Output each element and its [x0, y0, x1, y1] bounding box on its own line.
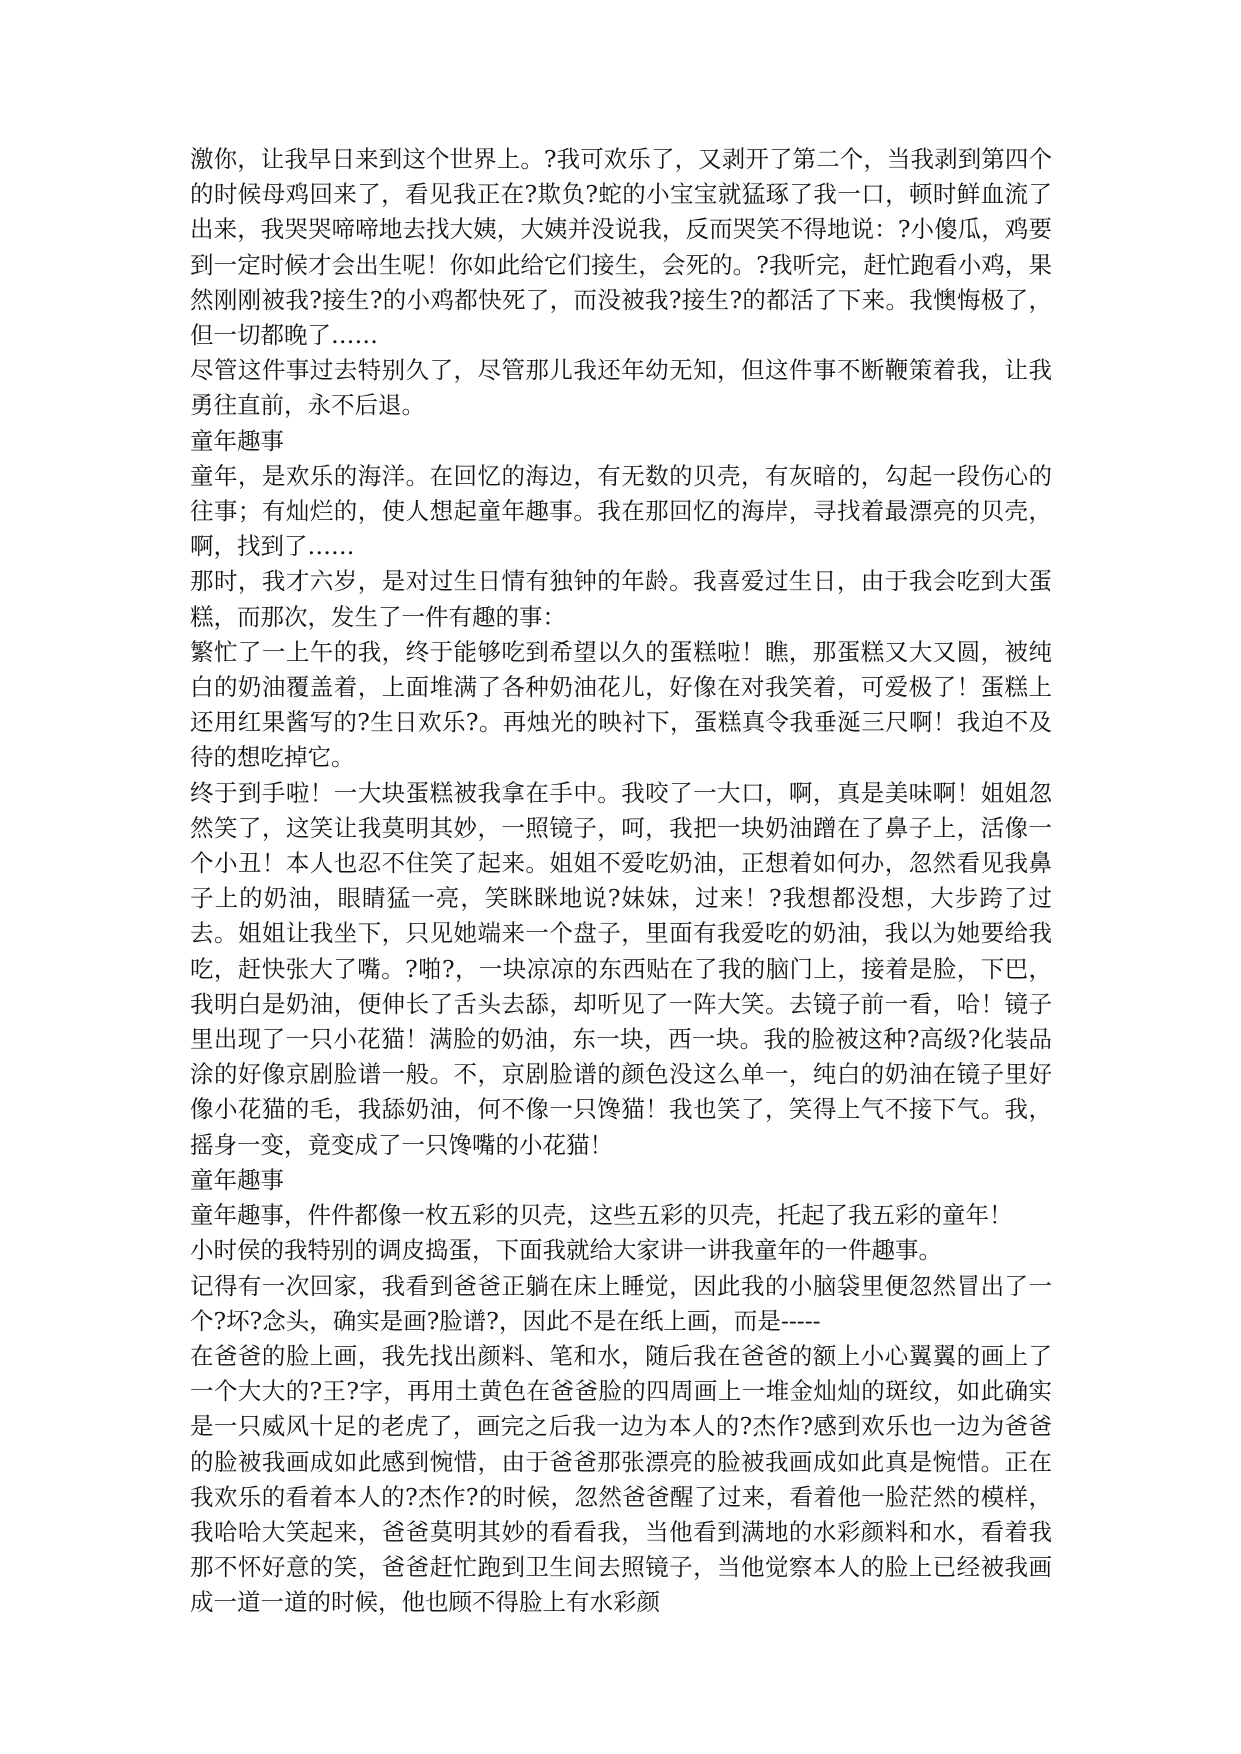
paragraph-painting-dad-face: 在爸爸的脸上画，我先找出颜料、笔和水，随后我在爸爸的额上小心翼翼的画上了一个大大的?王?字，再用土黄色在爸爸脸的四周画上一堆金灿灿的斑纹，如此确实是一只威风十足的老虎了，画完之后我一边为本人的?杰作?感到欢乐也一边为爸爸的脸被我画成如此感到惋惜，由于爸爸那张漂亮的脸被我画成如此真是惋惜。正在我欢乐的看着本人的?杰作?的时候，忽然爸爸醒了过来，看着他一脸茫然的模样，我哈哈大笑起来，爸爸莫明其妙的看看我，当他看到满地的水彩颜料和水，看着我那不怀好意的笑，爸爸赶忙跑到卫生间去照镜子，当他觉察本人的脸上已经被我画成一道一道的时候，他也顾不得脸上有水彩颜 — [190, 1341, 1052, 1617]
paragraph-dad-sleeping: 记得有一次回家，我看到爸爸正躺在床上睡觉，因此我的小脑袋里便忽然冒出了一个?坏?念头，确实是画?脸谱?，因此不是在纸上画，而是----- — [190, 1271, 1052, 1335]
paragraph-mischief-intro: 小时侯的我特别的调皮捣蛋，下面我就给大家讲一讲我童年的一件趣事。 — [190, 1236, 942, 1265]
paragraph-cream-kitten: 终于到手啦！一大块蛋糕被我拿在手中。我咬了一大口，啊，真是美味啊！姐姐忽然笑了，这笑让我莫明其妙，一照镜子，呵，我把一块奶油蹭在了鼻子上，活像一个小丑！本人也忍不住笑了起来。姐姐不爱吃奶油，正想着如何办，忽然看见我鼻子上的奶油，眼睛猛一亮，笑眯眯地说?妹妹，过来！?我想都没想，大步跨了过去。姐姐让我坐下，只见她端来一个盘子，里面有我爱吃的奶油，我以为她要给我吃，赶快张大了嘴。?啪?，一块凉凉的东西贴在了我的脑门上，接着是脸，下巴，我明白是奶油，便伸长了舌头去舔，却听见了一阵大笑。去镜子前一看，哈！镜子里出现了一只小花猫！满脸的奶油，东一块，西一块。我的脸被这种?高级?化装品涂的好像京剧脸谱一般。不，京剧脸谱的颜色没这么单一，纯白的奶油在镜子里好像小花猫的毛，我舔奶油，何不像一只馋猫！我也笑了，笑得上气不接下气。我，摇身一变，竟变成了一只馋嘴的小花猫！ — [190, 778, 1052, 1159]
document-page — [190, 142, 1052, 1621]
paragraph-reflection: 尽管这件事过去特别久了，尽管那儿我还年幼无知，但这件事不断鞭策着我，让我勇往直前，永不后退。 — [190, 356, 1052, 420]
heading-childhood-fun-1: 童年趣事 — [190, 426, 284, 455]
paragraph-hatching-story-end: 激你，让我早日来到这个世界上。?我可欢乐了，又剥开了第二个，当我剥到第四个的时候母鸡回来了，看见我正在?欺负?蛇的小宝宝就猛琢了我一口，顿时鲜血流了出来，我哭哭啼啼地去找大姨，大姨并没说我，反而哭笑不得地说：?小傻瓜，鸡要到一定时候才会出生呢！你如此给它们接生，会死的。?我听完，赶忙跑看小鸡，果然刚刚被我?接生?的小鸡都快死了，而没被我?接生?的都活了下来。我懊悔极了，但一切都晚了…… — [190, 145, 1052, 350]
heading-childhood-fun-2: 童年趣事 — [190, 1165, 284, 1194]
paragraph-birthday-intro: 那时，我才六岁，是对过生日情有独钟的年龄。我喜爱过生日，由于我会吃到大蛋糕，而那次，发生了一件有趣的事： — [190, 567, 1052, 631]
paragraph-cake-description: 繁忙了一上午的我，终于能够吃到希望以久的蛋糕啦！瞧，那蛋糕又大又圆，被纯白的奶油覆盖着，上面堆满了各种奶油花儿，好像在对我笑着，可爱极了！蛋糕上还用红果酱写的?生日欢乐?。再烛光的映衬下，蛋糕真令我垂涎三尺啊！我迫不及待的想吃掉它。 — [190, 637, 1052, 772]
paragraph-colorful-shells: 童年趣事，件件都像一枚五彩的贝壳，这些五彩的贝壳，托起了我五彩的童年！ — [190, 1201, 1013, 1230]
paragraph-childhood-ocean: 童年，是欢乐的海洋。在回忆的海边，有无数的贝壳，有灰暗的，勾起一段伤心的往事；有灿烂的，使人想起童年趣事。我在那回忆的海岸，寻找着最漂亮的贝壳，啊，找到了…… — [190, 461, 1052, 561]
